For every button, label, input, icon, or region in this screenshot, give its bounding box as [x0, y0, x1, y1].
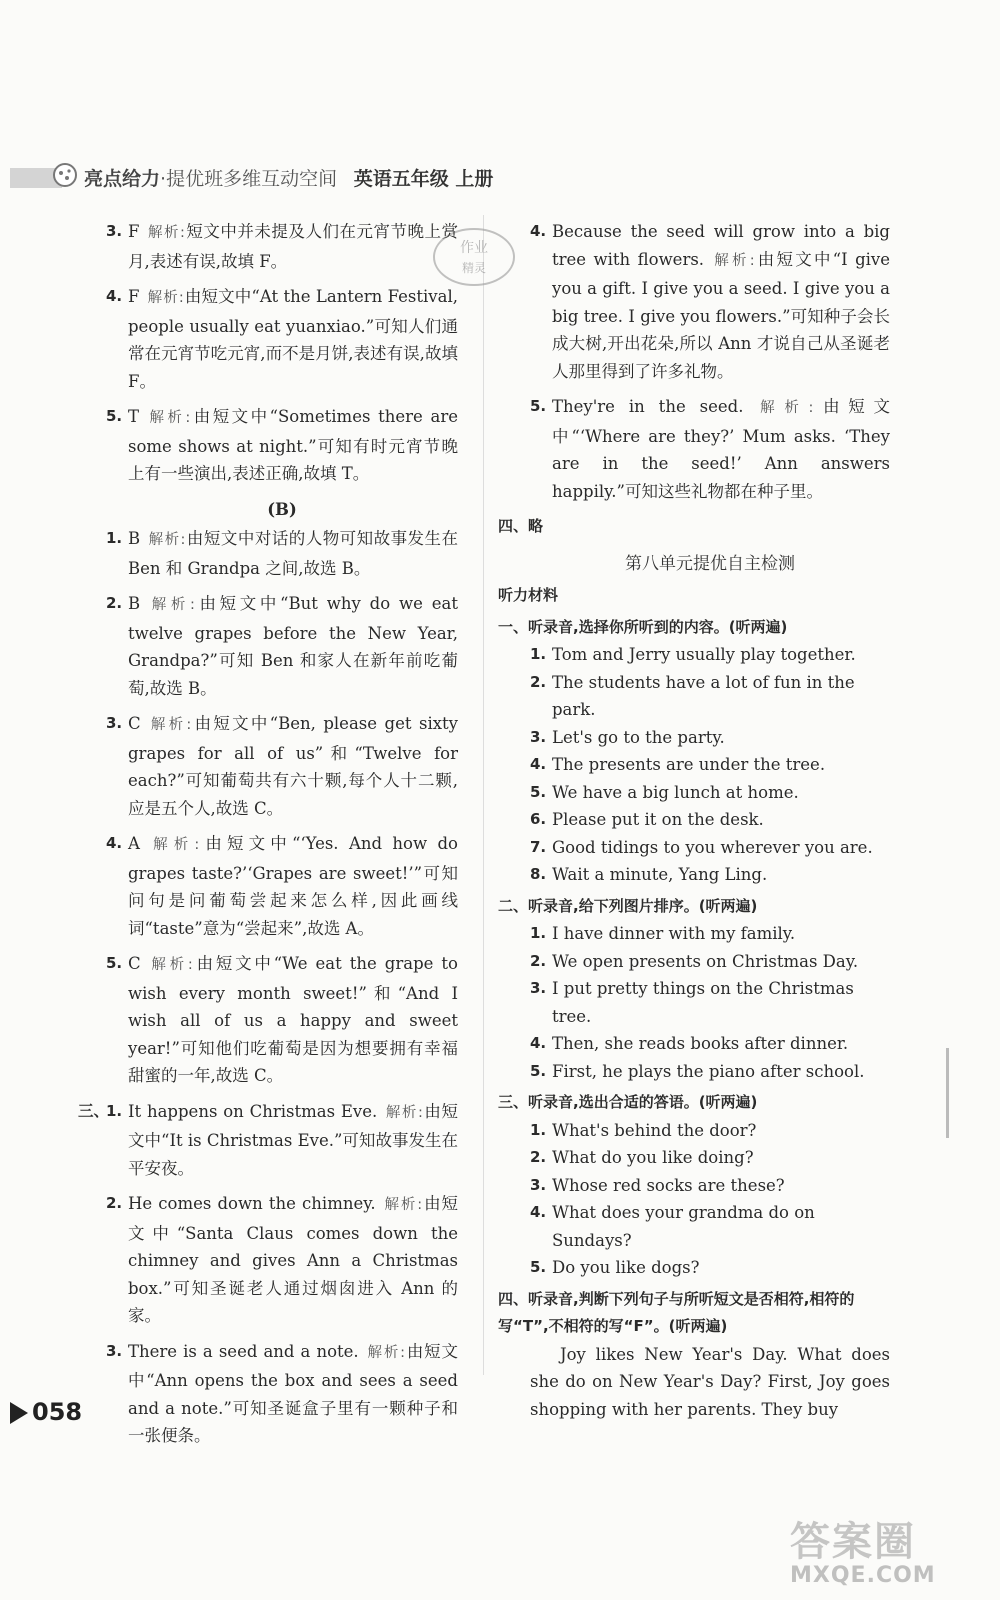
answer-text: F	[128, 287, 140, 306]
item-number: 1.	[106, 529, 123, 547]
item-text: The presents are under the tree.	[552, 755, 826, 774]
watermark-small: MXQE.COM	[790, 1563, 936, 1588]
item-number: 2.	[106, 1194, 123, 1212]
item-number: 4.	[106, 287, 123, 305]
analysis-text: 由短文中“It is Christmas Eve.”可知故事发生在平安夜。	[128, 1101, 458, 1178]
item-text: We have a big lunch at home.	[552, 782, 799, 802]
item-text: I put pretty things on the Christmas tree.	[552, 979, 854, 1026]
part-two-title: 二、听录音,给下列图片排序。(听两遍)	[498, 896, 758, 915]
item-number: 4.	[106, 834, 123, 852]
listening-item	[530, 948, 890, 976]
answer-item	[106, 218, 458, 275]
analysis-label: 解析:	[366, 1344, 407, 1361]
analysis-label: 解析:	[751, 400, 815, 416]
answer-item	[530, 218, 890, 385]
answer-text: B	[128, 594, 141, 613]
edge-mark	[946, 1048, 949, 1138]
item-number: 4.	[530, 755, 547, 773]
item-number: 4.	[530, 1034, 547, 1052]
item-text: What do you like doing?	[552, 1148, 754, 1167]
listening-item	[530, 1199, 890, 1254]
answer-text: T	[128, 407, 140, 426]
analysis-text: 由短文中“‘Where are they?’ Mum asks. ‘They are in the seed!’ Ann answers happily.”可知这些礼物都在种子里。	[552, 397, 891, 501]
analysis-text: 由短文中“I give you a gift. I give you a seed. I give you a big tree. I give you flowers.”可知种子会长成大树,开出花朵,所以 Ann 才说自己从圣诞老人那里得到了许多礼物。	[552, 249, 891, 381]
section-three-label: 三、	[78, 1101, 110, 1120]
answer-item	[106, 710, 458, 822]
listening-item	[530, 1117, 890, 1145]
answer-text: It happens on Christmas Eve.	[128, 1101, 378, 1121]
answer-text: F	[128, 222, 140, 241]
listening-item	[530, 1254, 890, 1282]
brand-name: 亮点给力	[84, 168, 161, 190]
answer-item	[106, 1098, 458, 1183]
listening-item	[530, 669, 890, 724]
item-text: Good tidings to you wherever you are.	[552, 837, 873, 857]
item-text: We open presents on Christmas Day.	[552, 951, 859, 971]
analysis-label: 解析:	[148, 532, 187, 548]
answer-text: C	[128, 954, 141, 973]
analysis-label: 解析:	[712, 252, 756, 269]
analysis-label: 解析:	[148, 597, 196, 613]
brand-separator: ·	[160, 168, 167, 190]
answer-item	[106, 950, 458, 1090]
section-four-heading: 四、略	[498, 517, 544, 535]
listening-item	[530, 641, 890, 669]
section-b-heading: (B)	[267, 499, 297, 519]
answer-text: He comes down the chimney.	[128, 1194, 376, 1213]
item-number: 5.	[106, 954, 123, 972]
item-number: 2.	[530, 672, 547, 691]
item-number: 3.	[530, 727, 547, 746]
item-number: 1.	[106, 1101, 123, 1120]
item-number: 3.	[106, 1341, 123, 1360]
item-number: 5.	[530, 397, 547, 415]
item-number: 5.	[106, 407, 123, 425]
item-number: 3.	[530, 979, 547, 997]
item-number: 1.	[530, 645, 547, 663]
item-text: Please put it on the desk.	[552, 810, 764, 829]
analysis-label: 解析:	[147, 225, 186, 241]
item-number: 8.	[530, 865, 547, 883]
left-column	[78, 218, 459, 1458]
analysis-text: 由短文中“We eat the grape to wish every month sweet!”和“And I wish all of us a happy and sweet year!”可知他们吃葡萄是因为想要拥有幸福甜蜜的一年,故选 C。	[128, 954, 458, 1085]
item-number: 5.	[530, 1258, 547, 1276]
analysis-text: 由短文中“At the Lantern Festival, people usually eat yuanxiao.”可知人们通常在元宵节吃元宵,而不是月饼,表述有误,故填 F。	[128, 287, 458, 391]
analysis-text: 由短文中“Santa Claus comes down the chimney and gives Ann a Christmas box.”可知圣诞老人通过烟囱进入 Ann 的家。	[128, 1194, 459, 1325]
item-number: 3.	[530, 1175, 547, 1194]
analysis-text: 由短文中“Ben, please get sixty grapes for all of us”和“Twelve for each?”可知葡萄共有六十颗,每个人十二颗,应是五个人,故选 C。	[128, 714, 458, 818]
answer-item	[530, 393, 890, 505]
listening-material-title: 听力材料	[498, 586, 559, 604]
part-four-title: 四、听录音,判断下列句子与所听短文是否相符,相符的写“T”,不相符的写“F”。(听两遍)	[498, 1289, 855, 1335]
analysis-label: 解析:	[383, 1197, 424, 1213]
answer-text: A	[128, 834, 140, 853]
brand-logo-icon	[52, 162, 78, 188]
listening-item	[530, 1172, 890, 1200]
part-four-paragraph: Joy likes New Year's Day. What does she do on New Year's Day? First, Joy goes shopping with her parents. They buy	[530, 1344, 890, 1419]
page-number-text: 058	[32, 1398, 83, 1426]
item-number: 6.	[530, 810, 547, 828]
item-text: Whose red socks are these?	[552, 1175, 785, 1195]
analysis-text: 由短文中对话的人物可知故事发生在 Ben 和 Grandpa 之间,故选 B。	[128, 529, 459, 578]
header-title	[84, 164, 493, 191]
answer-text: B	[128, 529, 141, 548]
answer-item	[106, 525, 458, 582]
listening-item	[530, 751, 890, 779]
answer-item	[106, 283, 458, 395]
item-text: The students have a lot of fun in the park.	[552, 672, 855, 719]
listening-item	[530, 975, 890, 1030]
section-three	[78, 1098, 459, 1450]
listening-item	[530, 724, 890, 752]
svg-text:精灵: 精灵	[461, 261, 487, 275]
item-number: 1.	[530, 924, 547, 942]
unit-title: 第八单元提优自主检测	[625, 553, 795, 574]
analysis-text: 由短文中“Sometimes there are some shows at night.”可知有时元宵节晚上有一些演出,表述正确,故填 T。	[128, 407, 458, 483]
listening-item	[530, 861, 890, 889]
item-number: 2.	[530, 951, 547, 970]
analysis-label: 解析:	[148, 717, 193, 733]
item-number: 3.	[106, 714, 123, 732]
watermark	[790, 1510, 936, 1588]
item-text: Then, she reads books after dinner.	[552, 1034, 849, 1053]
item-text: Let's go to the party.	[552, 727, 725, 747]
answer-item	[106, 1190, 458, 1330]
analysis-text: 由短文中“But why do we eat twelve grapes before the New Year, Grandpa?”可知 Ben 和家人在新年前吃葡萄,故选 B。	[128, 594, 458, 698]
item-text: I have dinner with my family.	[552, 924, 796, 943]
answer-text: They're in the seed.	[552, 397, 744, 416]
answer-text: There is a seed and a note.	[128, 1341, 359, 1361]
item-number: 4.	[530, 1203, 547, 1221]
answer-item	[106, 830, 458, 942]
item-text: What's behind the door?	[552, 1120, 757, 1140]
analysis-text: 由短文中“‘Yes. And how do grapes taste?’‘Grapes are sweet!’”可知问句是问葡萄尝起来怎么样,因此画线词“taste”意为“尝起来”,故选 A。	[128, 834, 458, 938]
item-number: 1.	[530, 1120, 547, 1139]
item-text: First, he plays the piano after school.	[552, 1061, 865, 1081]
item-number: 2.	[106, 594, 123, 612]
answer-item	[106, 403, 458, 488]
page-arrow-icon	[10, 1402, 28, 1424]
answer-text: Because the seed will grow into a big tree with flowers.	[552, 222, 890, 269]
item-text: Wait a minute, Yang Ling.	[552, 865, 768, 884]
item-number: 2.	[530, 1148, 547, 1166]
column-divider	[483, 215, 484, 1375]
analysis-text: 短文中并未提及人们在元宵节晚上赏月,表述有误,故填 F。	[128, 222, 459, 271]
listening-item	[530, 806, 890, 834]
subject-label: 英语五年级 上册	[353, 168, 494, 190]
analysis-label: 解析:	[385, 1104, 424, 1121]
watermark-big: 答案圈	[790, 1519, 916, 1565]
listening-item	[530, 1030, 890, 1058]
listening-item	[530, 920, 890, 948]
item-number: 5.	[530, 782, 547, 801]
listening-item	[530, 1058, 890, 1086]
item-text: Do you like dogs?	[552, 1258, 700, 1277]
analysis-label: 解析:	[148, 957, 194, 973]
part-three-title: 三、听录音,选出合适的答语。(听两遍)	[498, 1093, 758, 1111]
svg-text:作业: 作业	[460, 240, 488, 256]
answer-item	[106, 590, 458, 702]
part-one-title: 一、听录音,选择你所听到的内容。(听两遍)	[498, 617, 788, 636]
item-number: 3.	[106, 222, 123, 240]
analysis-label: 解析:	[147, 837, 201, 853]
item-number: 7.	[530, 837, 547, 856]
item-text: Tom and Jerry usually play together.	[552, 645, 856, 664]
item-text: What does your grandma do on Sundays?	[552, 1203, 815, 1250]
listening-item	[530, 834, 890, 862]
item-number: 4.	[530, 222, 547, 240]
series-subtitle: 提优班多维互动空间	[166, 168, 338, 190]
item-number: 5.	[530, 1061, 547, 1080]
page-number	[10, 1398, 82, 1426]
analysis-label: 解析:	[147, 410, 192, 426]
analysis-text: 由短文中“Ann opens the box and sees a seed and a note.”可知圣诞盒子里有一颗种子和一张便条。	[128, 1341, 459, 1445]
answer-item	[106, 1338, 458, 1450]
page-header	[0, 160, 1000, 196]
right-column	[498, 218, 891, 1423]
listening-item	[530, 779, 890, 807]
answer-text: C	[128, 714, 141, 733]
analysis-label: 解析:	[147, 290, 185, 306]
listening-item	[530, 1144, 890, 1172]
